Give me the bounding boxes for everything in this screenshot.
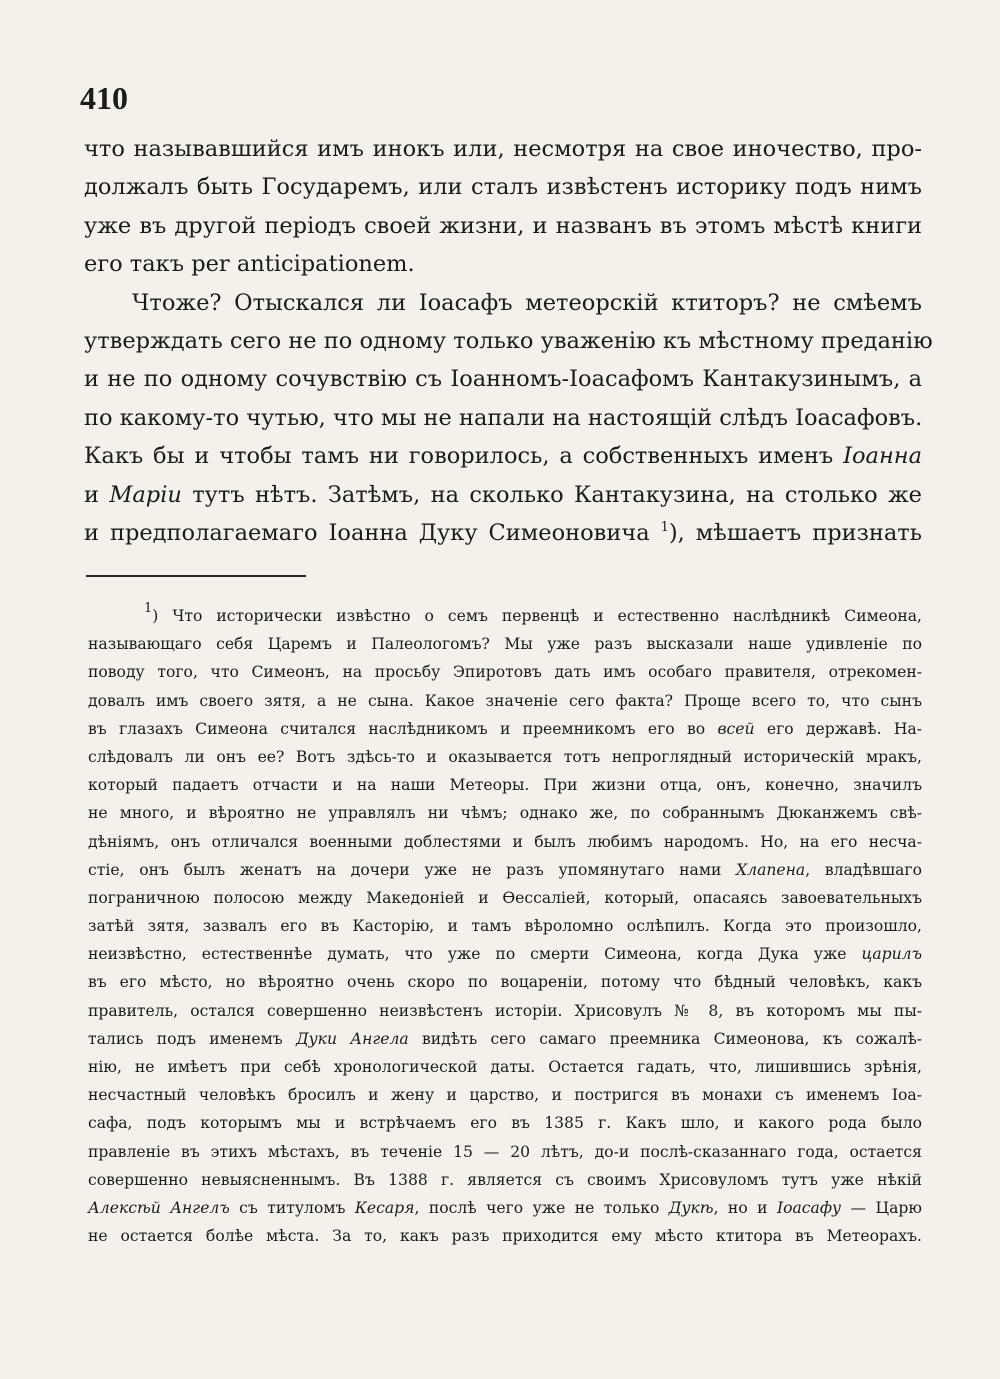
text-run: что называвшийся имъ инокъ или, несмотря на свое иночество, про- [84,136,922,162]
footnote-text-line [88,1081,922,1109]
body-text-line [84,130,922,168]
footnote-text-line [88,1109,922,1137]
italic-text: Алексѣй Ангелъ [88,1198,230,1217]
footnote-text-line [88,1138,922,1166]
footnote-ref: 1 [144,601,153,616]
main-text-body [84,130,933,552]
text-run: стіе, онъ былъ женатъ на дочери уже не разъ упомянутаго нами [88,860,737,879]
footnote-body [88,602,922,1250]
text-run: съ титуломъ [229,1198,355,1217]
text-run: тутъ нѣтъ. Затѣмъ, на сколько Кантакузина, на столько же [181,481,922,508]
italic-text: царилъ [861,945,922,964]
text-run: совершенно невыясненнымъ. Въ 1388 г. является съ своимъ Хрисовуломъ тутъ уже нѣкій [88,1170,922,1189]
text-run: и предполагаемаго Іоанна Дуку Симеоновича [84,519,661,546]
text-run: не остается болѣе мѣста. За то, какъ разъ приходится ему мѣсто ктитора въ Метеорахъ. [88,1227,922,1246]
text-run: довалъ имъ своего зятя, а не сына. Какое значеніе сего факта? Проще всего то, что сынъ [88,691,922,710]
text-run: Чтоже? Отыскался ли Іоасафъ метеорскій ктиторъ? не смѣемъ [132,289,922,316]
text-run: его такъ per anticipationem. [84,251,415,278]
text-run: неизвѣстно, естественнѣе думать, что уже по смерти Симеона, когда Дука уже [88,945,862,964]
footnote-text-line [88,884,922,912]
text-run: уже въ другой періодъ своей жизни, и названъ въ этомъ мѣстѣ книги [84,212,922,239]
text-run: называющаго себя Царемъ и Палеологомъ? Мы уже разъ высказали наше удивленіе по [88,635,922,654]
footnote-text-line [88,828,922,856]
text-run: видѣть сего самаго преемника Симеонова, къ сожалѣ- [408,1029,923,1048]
body-text-line [84,245,922,283]
italic-text: Хлапена [736,860,806,879]
footnote-text-line [88,602,922,630]
body-text-line [84,437,922,475]
footnote-text-line [88,771,922,799]
footnote-text-line [88,630,922,658]
footnote-text-line [88,856,922,884]
text-run: дѣніямъ, онъ отличался военными доблестями и былъ любимъ народомъ. Но, на его несча- [88,832,922,851]
text-run: правитель, остался совершенно неизвѣстенъ исторіи. Хрисовулъ № 8, въ которомъ мы пы- [88,1001,922,1020]
text-run: несчастный человѣкъ бросилъ и жену и царство, и постригся въ монахи съ именемъ Іоа- [88,1086,922,1105]
text-run: затѣй зятя, зазвалъ его въ Касторію, и тамъ вѣроломно ослѣпилъ. Когда это произошло, [88,917,922,936]
text-run: въ глазахъ Симеона считался наслѣдникомъ и преемникомъ его во [88,719,718,738]
text-run: нію, не имѣетъ при себѣ хронологической даты. Остается гадать, что, лишившись зрѣнія, [88,1058,922,1076]
text-run: по какому-то чутью, что мы не напали на настоящій слѣдъ Іоасафовъ. [84,404,923,431]
text-run: , послѣ чего уже не только [414,1198,669,1217]
footnote-text-line [88,1166,922,1194]
text-run: и [84,481,110,508]
italic-text: Маріи [109,481,182,508]
text-run: — Царю [841,1198,922,1217]
page-number: 410 [80,80,128,116]
text-run: утверждать сего не по одному только уваженію къ мѣстному преданію [84,327,933,354]
footnote-text-line [88,1053,922,1081]
footnote-text-line [88,968,922,996]
italic-text: Іоанна [843,443,922,470]
body-text-line [84,322,933,360]
text-run: поводу того, что Симеонъ, на просьбу Эпиротовъ дать имъ особаго правителя, отрекомен- [88,663,922,682]
footnote-text-line [88,743,922,771]
italic-text: Дукѣ [668,1198,714,1217]
text-run: должалъ быть Государемъ, или сталъ извѣстенъ историку подъ нимъ [84,174,922,201]
italic-text: Кесаря [354,1198,415,1217]
text-run: пограничною полосою между Македоніей и Ѳессаліей, который, опасаясь завоевательныхъ [88,888,922,907]
footnote-separator [86,575,306,577]
italic-text: Дуки Ангела [295,1029,409,1048]
footnote-text-line [88,658,922,686]
text-run: , но и [713,1198,777,1217]
footnote-text-line [88,687,922,715]
footnote-text-line [88,997,922,1025]
footnote-text-line [88,940,922,968]
footnote-text-line [88,1222,922,1250]
footnote-text-line [88,912,922,940]
text-run: правленіе въ этихъ мѣстахъ, въ теченіе 15 — 20 лѣтъ, до-и послѣ-сказаннаго года, остается [88,1142,922,1161]
body-text-line [84,476,922,514]
body-text-line [84,207,922,245]
text-run: не много, и вѣроятно не управлялъ ни чѣмъ; однако же, по собраннымъ Дюканжемъ свѣ- [88,804,922,823]
body-text-line [84,514,922,552]
footnote-text-line [88,715,922,743]
italic-text: Іоасафу [776,1198,842,1217]
text-run: его державѣ. На- [754,719,923,738]
text-run: сафа, подъ которымъ мы и встрѣчаемъ его въ 1385 г. Какъ шло, и какого рода было [88,1114,922,1133]
body-text-line [84,360,922,398]
footnote-text-line [88,1025,922,1053]
text-run: который падаетъ отчасти и на наши Метеоры. При жизни отца, онъ, конечно, значилъ [88,776,922,795]
text-run: Какъ бы и чтобы тамъ ни говорилось, а собственныхъ именъ [84,443,844,470]
footnote-ref: 1 [660,519,669,535]
text-run: въ его мѣсто, но вѣроятно очень скоро по воцареніи, потому что бѣдный человѣкъ, какъ [88,973,922,992]
footnote-text-line [88,799,922,827]
body-text-line [84,399,922,437]
body-text-line [84,284,922,322]
text-run: и не по одному сочувствію съ Іоанномъ-Іоасафомъ Кантакузинымъ, а [84,366,922,393]
body-text-line [84,168,922,206]
footnote-text-line [88,1194,922,1222]
text-run: тались подъ именемъ [88,1029,296,1048]
text-run: ), мѣшаетъ признать [668,519,922,546]
text-run: , владѣвшаго [805,860,922,879]
text-run: ) Что исторически извѣстно о семъ первенцѣ и естественно наслѣдникѣ Симеона, [152,607,922,625]
text-run: слѣдовалъ ли онъ ее? Вотъ здѣсь-то и оказывается тотъ непроглядный историческій мракъ, [88,747,922,766]
italic-text: всей [717,719,755,738]
